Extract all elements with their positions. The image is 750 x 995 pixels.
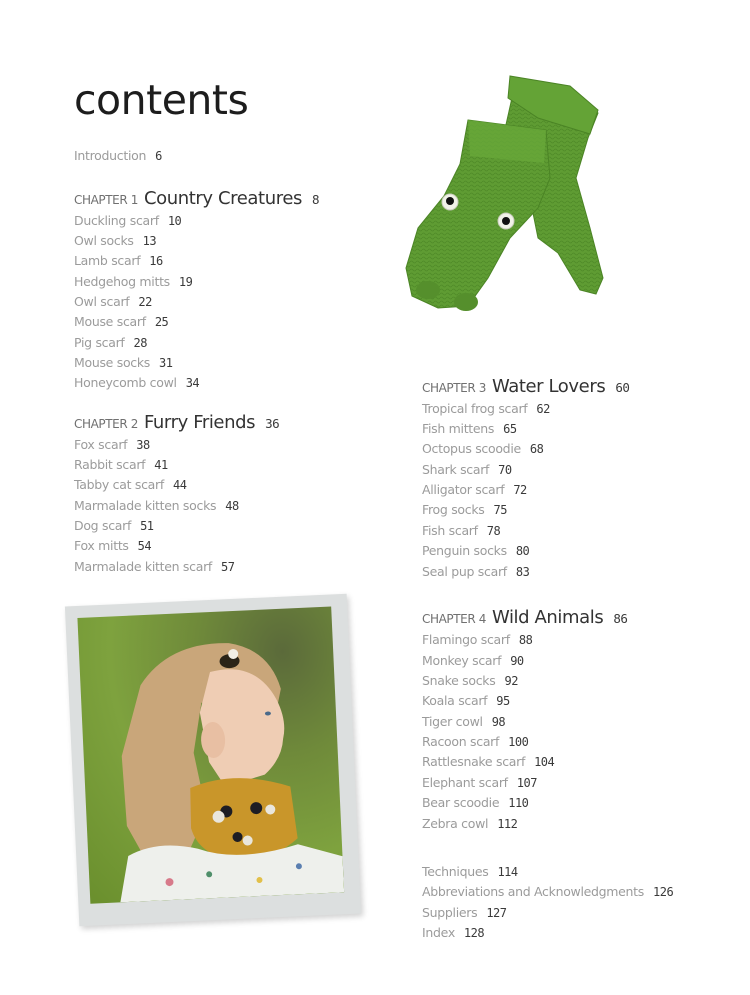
entry-page: 68 (529, 442, 544, 456)
child-photo-illustration (77, 606, 344, 903)
entry-page: 51 (140, 519, 154, 533)
chapter-page: 8 (311, 192, 320, 207)
entry-label: Rattlesnake scarf (422, 754, 526, 769)
toc-entry[interactable] (422, 775, 537, 791)
toc-entry[interactable] (422, 482, 527, 498)
chapter-title: Wild Animals (491, 607, 604, 628)
page-title: contents (74, 76, 249, 124)
toc-entry[interactable] (74, 437, 150, 453)
toc-entry[interactable] (422, 564, 529, 580)
entry-label: Penguin socks (422, 543, 507, 558)
entry-label: Abbreviations and Acknowledgments (422, 884, 644, 899)
entry-label: Zebra cowl (422, 816, 489, 831)
toc-entry[interactable] (74, 457, 168, 473)
entry-label: Dog scarf (74, 518, 132, 533)
entry-label: Shark scarf (422, 462, 490, 477)
entry-page: 65 (503, 422, 517, 436)
entry-page: 112 (497, 817, 518, 831)
entry-label: Marmalade kitten socks (74, 498, 217, 513)
chapter-title: Furry Friends (143, 412, 256, 433)
toc-entry[interactable] (74, 518, 154, 534)
entry-label: Snake socks (422, 673, 496, 688)
entry-label: Owl scarf (74, 294, 130, 309)
toc-entry[interactable] (422, 693, 510, 709)
toc-entry[interactable] (74, 335, 147, 351)
entry-page: 128 (463, 926, 485, 940)
entry-label: Elephant scarf (422, 775, 508, 790)
photo-frame (65, 594, 361, 926)
entry-page: 57 (221, 560, 235, 574)
entry-page: 72 (513, 483, 527, 497)
entry-label: Marmalade kitten scarf (74, 559, 213, 574)
entry-page: 83 (515, 565, 530, 579)
entry-label: Duckling scarf (74, 213, 159, 228)
entry-label: Koala scarf (422, 693, 488, 708)
entry-label: Octopus scoodie (422, 441, 521, 456)
entry-label: Frog socks (422, 502, 485, 517)
entry-page: 41 (154, 458, 168, 472)
entry-page: 80 (515, 544, 530, 558)
toc-entry[interactable] (74, 314, 168, 330)
entry-label: Rabbit scarf (74, 457, 146, 472)
toc-entry[interactable] (74, 477, 186, 493)
entry-page: 75 (493, 503, 507, 517)
toc-entry[interactable] (422, 401, 550, 417)
entry-page: 92 (504, 674, 518, 688)
entry-label: Hedgehog mitts (74, 274, 170, 289)
entry-label: Lamb scarf (74, 253, 141, 268)
entry-page: 13 (142, 234, 157, 248)
entry-label: Honeycomb cowl (74, 375, 177, 390)
entry-label: Mouse socks (74, 355, 151, 370)
toc-entry[interactable] (422, 714, 505, 730)
chapter-heading-3[interactable] (422, 376, 629, 399)
entry-label: Monkey scarf (422, 653, 502, 668)
chapter-page: 36 (265, 416, 280, 431)
entry-page: 38 (136, 438, 150, 452)
entry-page: 110 (508, 796, 529, 810)
toc-entry[interactable] (74, 233, 156, 249)
chapter-label: CHAPTER 1 (74, 193, 138, 207)
entry-page: 31 (159, 356, 173, 370)
chapter-heading-4[interactable] (422, 607, 627, 630)
entry-page: 114 (497, 865, 518, 879)
entry-label: Bear scoodie (422, 795, 500, 810)
toc-entry-index[interactable] (422, 925, 484, 941)
entry-page: 78 (486, 524, 501, 538)
entry-page: 126 (653, 885, 674, 899)
chapter-label: CHAPTER 4 (422, 612, 486, 626)
toc-entry[interactable] (74, 538, 151, 554)
entry-label: Tropical frog scarf (422, 401, 528, 416)
toc-entry[interactable] (422, 734, 528, 750)
child-cowl-photo (77, 606, 344, 903)
chapter-title: Country Creatures (143, 188, 302, 209)
toc-entry-abbreviations[interactable] (422, 884, 673, 900)
chapter-heading-1[interactable] (74, 188, 319, 211)
entry-label: Tiger cowl (422, 714, 483, 729)
entry-page: 44 (172, 478, 187, 492)
chapter-page: 86 (613, 611, 628, 626)
entry-label: Pig scarf (74, 335, 125, 350)
chapter-label: CHAPTER 3 (422, 381, 486, 395)
entry-label: Alligator scarf (422, 482, 505, 497)
entry-page: 98 (491, 715, 506, 729)
entry-label: Mouse scarf (74, 314, 146, 329)
toc-entry[interactable] (74, 498, 239, 514)
entry-label: Flamingo scarf (422, 632, 510, 647)
chapter-title: Water Lovers (491, 376, 606, 397)
entry-page: 22 (138, 295, 152, 309)
entry-label: Fish mittens (422, 421, 495, 436)
toc-entry[interactable] (74, 253, 163, 269)
entry-label: Owl socks (74, 233, 134, 248)
entry-page: 54 (137, 539, 152, 553)
entry-page: 107 (516, 776, 537, 790)
toc-entry-suppliers[interactable] (422, 905, 507, 921)
toc-entry[interactable] (422, 543, 529, 559)
entry-page: 28 (133, 336, 147, 350)
entry-label: Fish scarf (422, 523, 478, 538)
entry-label: Seal pup scarf (422, 564, 507, 579)
toc-entry-techniques[interactable] (422, 864, 518, 880)
entry-label: Suppliers (422, 905, 478, 920)
entry-page: 34 (185, 376, 200, 390)
toc-entry[interactable] (74, 355, 172, 371)
toc-entry[interactable] (422, 653, 524, 669)
entry-page: 25 (154, 315, 169, 329)
entry-label: Introduction (74, 148, 147, 163)
toc-entry[interactable] (422, 673, 518, 689)
entry-page: 95 (496, 694, 510, 708)
entry-page: 127 (486, 906, 507, 920)
entry-label: Index (422, 925, 455, 940)
entry-page: 100 (508, 735, 529, 749)
toc-entry[interactable] (74, 559, 234, 575)
entry-page: 48 (225, 499, 239, 513)
toc-entry[interactable] (422, 632, 532, 648)
toc-entry-introduction[interactable] (74, 148, 162, 164)
entry-label: Fox scarf (74, 437, 128, 452)
entry-page: 104 (534, 755, 555, 769)
toc-entry[interactable] (422, 523, 500, 539)
chapter-page: 60 (615, 380, 630, 395)
toc-entry[interactable] (422, 816, 517, 832)
entry-page: 16 (149, 254, 163, 268)
toc-entry[interactable] (422, 502, 507, 518)
toc-entry[interactable] (422, 441, 543, 457)
toc-entry[interactable] (422, 462, 512, 478)
entry-label: Racoon scarf (422, 734, 500, 749)
entry-label: Fox mitts (74, 538, 129, 553)
entry-page: 70 (498, 463, 512, 477)
toc-entry[interactable] (74, 375, 199, 391)
entry-page: 90 (510, 654, 524, 668)
entry-page: 10 (167, 214, 182, 228)
entry-page: 62 (536, 402, 550, 416)
entry-page: 19 (178, 275, 193, 289)
toc-entry[interactable] (422, 421, 517, 437)
toc-entry[interactable] (422, 795, 528, 811)
chapter-heading-2[interactable] (74, 412, 279, 435)
chapter-label: CHAPTER 2 (74, 417, 138, 431)
entry-page: 6 (155, 149, 162, 163)
entry-page: 88 (518, 633, 533, 647)
toc-entry[interactable] (74, 274, 192, 290)
crocodile-mittens-image (398, 68, 613, 320)
entry-label: Techniques (422, 864, 489, 879)
toc-entry[interactable] (74, 294, 152, 310)
toc-entry[interactable] (422, 754, 554, 770)
entry-label: Tabby cat scarf (74, 477, 164, 492)
toc-entry[interactable] (74, 213, 181, 229)
